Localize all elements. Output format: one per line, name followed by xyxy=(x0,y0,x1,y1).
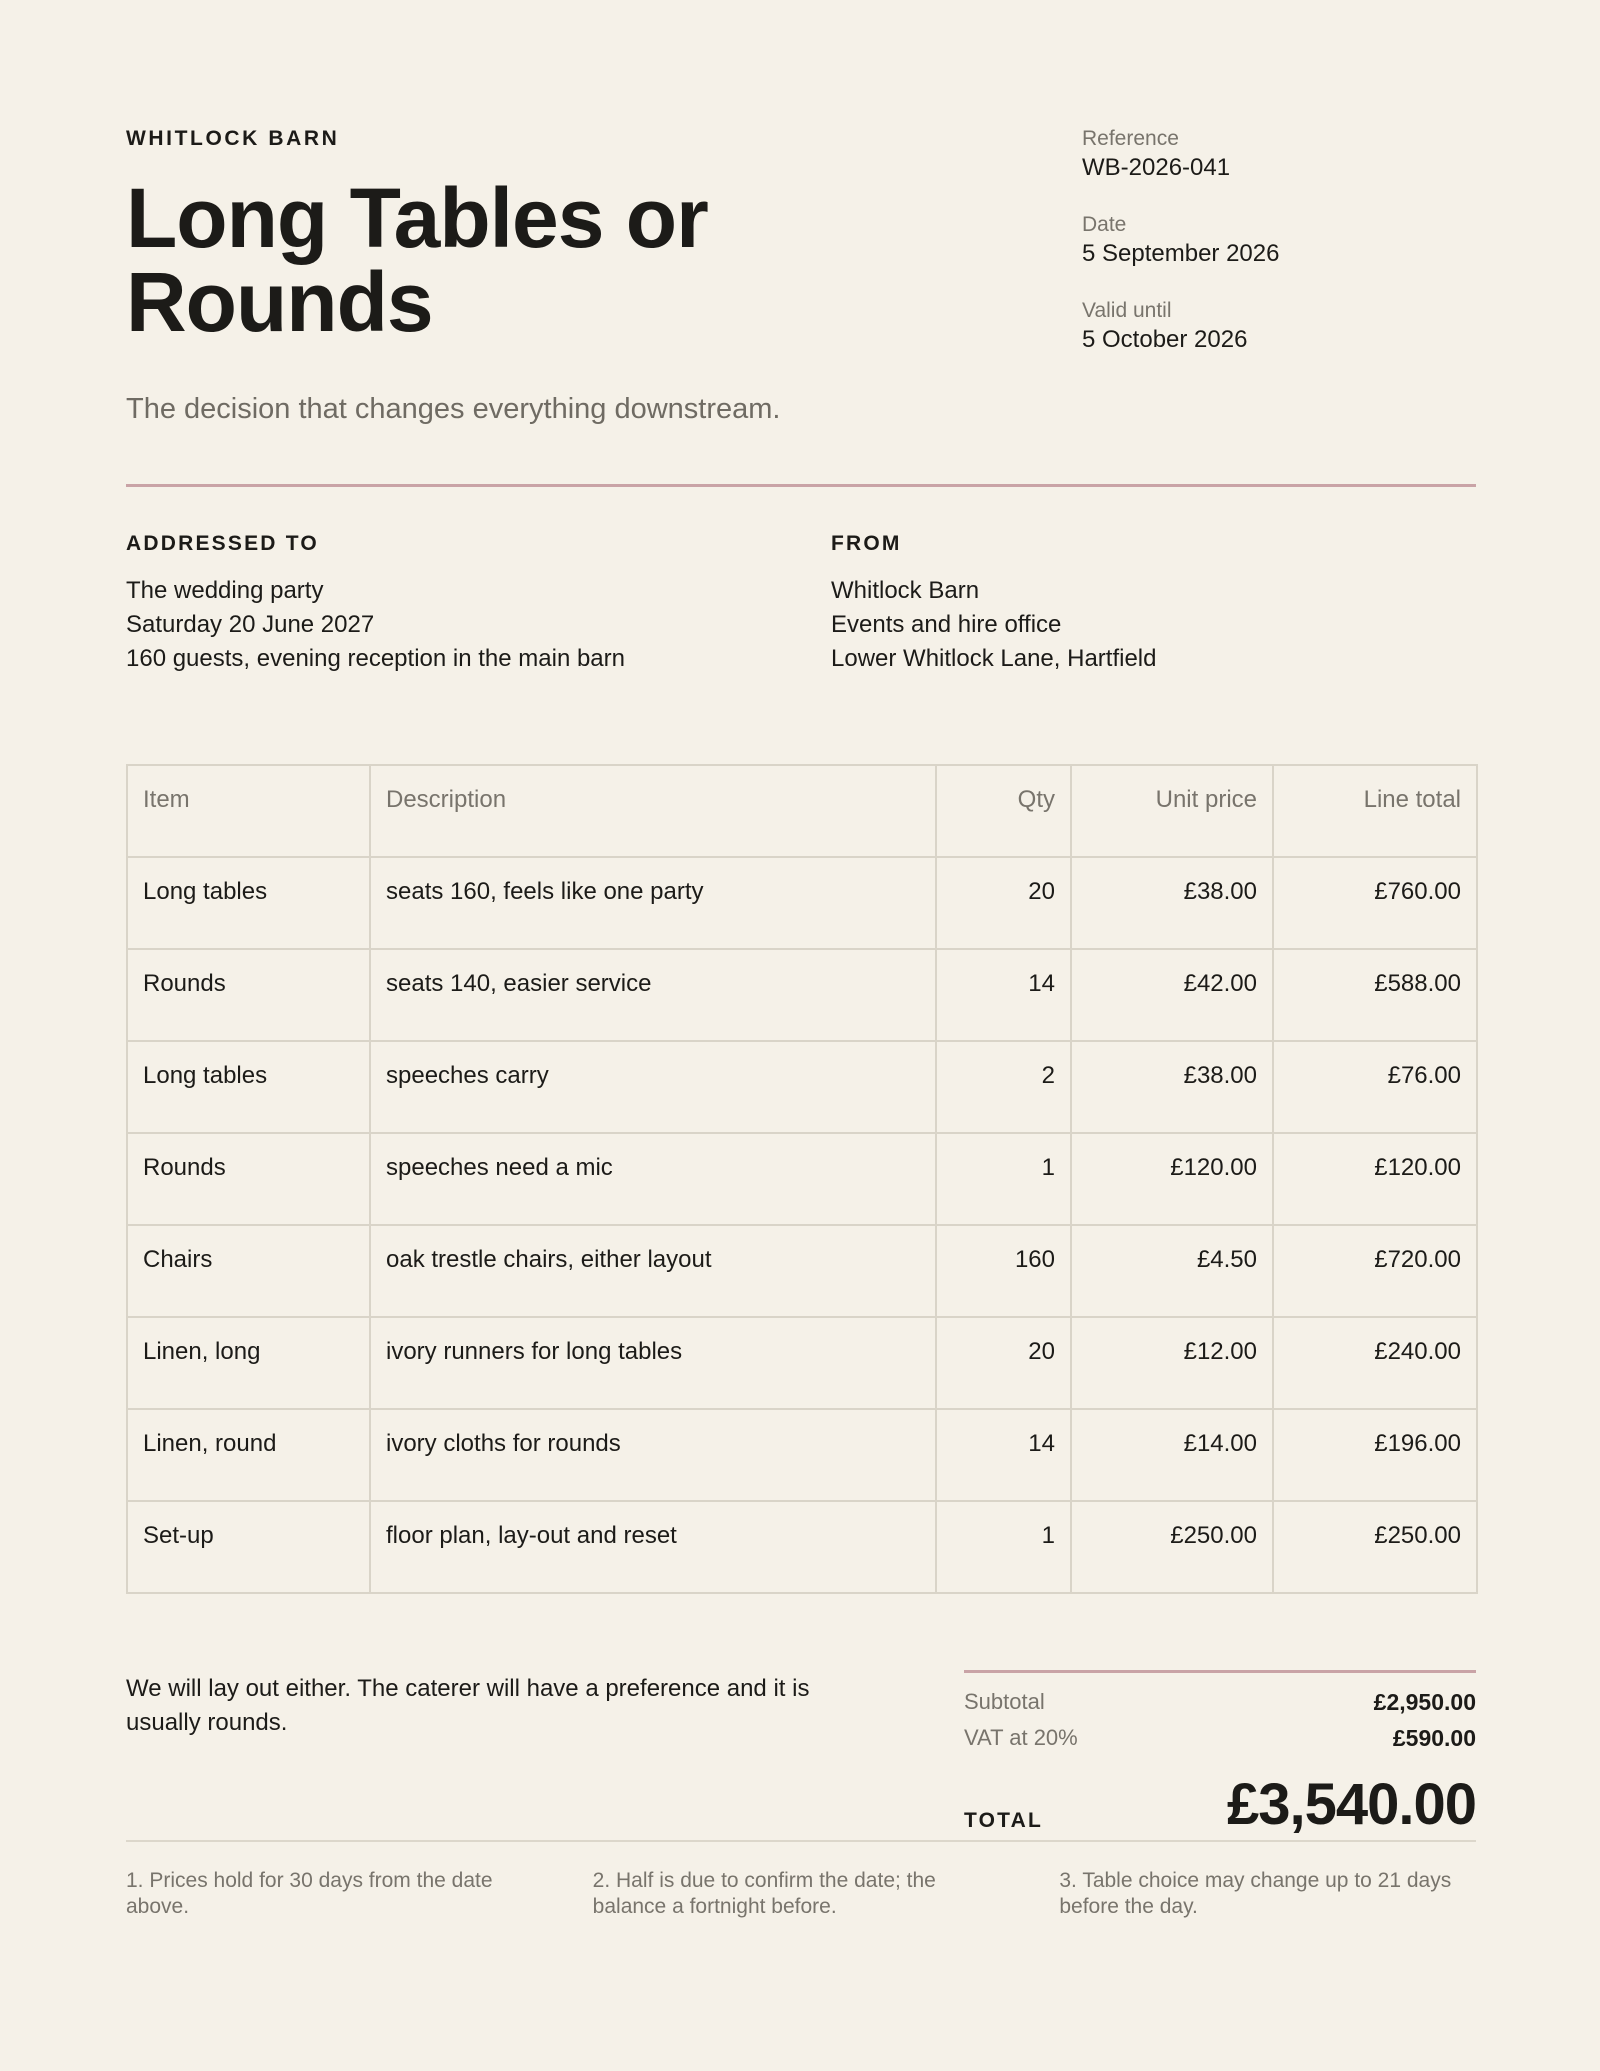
footnote: 1. Prices hold for 30 days from the date above. xyxy=(126,1869,493,1918)
cell-unit-price: £250.00 xyxy=(1071,1501,1273,1593)
cell-line-total: £120.00 xyxy=(1273,1133,1477,1225)
table-row xyxy=(127,1041,1477,1133)
cell-description: seats 140, easier service xyxy=(370,949,936,1041)
cell-unit-price: £120.00 xyxy=(1071,1133,1273,1225)
meta-value: 5 September 2026 xyxy=(1082,240,1280,267)
cell-unit-price: £14.00 xyxy=(1071,1409,1273,1501)
footnote: 3. Table choice may change up to 21 days before the day. xyxy=(1059,1869,1452,1918)
cell-line-total: £760.00 xyxy=(1273,857,1477,949)
from-line: Lower Whitlock Lane, Hartfield xyxy=(831,645,1157,672)
quote-document xyxy=(126,0,1476,2071)
meta-value: WB-2026-041 xyxy=(1082,154,1231,181)
address-line: Saturday 20 June 2027 xyxy=(126,611,375,638)
addressed-to-heading: ADDRESSED TO xyxy=(126,532,319,555)
table-row xyxy=(127,1225,1477,1317)
table-header-row xyxy=(127,765,1477,857)
meta-label: Date xyxy=(1082,213,1127,236)
cell-description: ivory cloths for rounds xyxy=(370,1409,936,1501)
column-header-description: Description xyxy=(370,765,936,857)
cell-line-total: £588.00 xyxy=(1273,949,1477,1041)
cell-qty: 160 xyxy=(936,1225,1071,1317)
cell-unit-price: £4.50 xyxy=(1071,1225,1273,1317)
cell-qty: 20 xyxy=(936,857,1071,949)
cell-line-total: £720.00 xyxy=(1273,1225,1477,1317)
cell-description: ivory runners for long tables xyxy=(370,1317,936,1409)
page-title: Long Tables or Rounds xyxy=(126,171,708,349)
totals-divider xyxy=(964,1670,1476,1673)
subtotal-row xyxy=(964,1684,1476,1720)
cell-item: Long tables xyxy=(127,857,370,949)
from-block xyxy=(831,532,1431,676)
cell-item: Linen, long xyxy=(127,1317,370,1409)
cell-qty: 14 xyxy=(936,1409,1071,1501)
cell-line-total: £196.00 xyxy=(1273,1409,1477,1501)
cell-description: oak trestle chairs, either layout xyxy=(370,1225,936,1317)
subtotal-value: £2,950.00 xyxy=(1373,1689,1476,1715)
cell-qty: 20 xyxy=(936,1317,1071,1409)
totals-block xyxy=(964,1670,1476,1837)
column-header-item: Item xyxy=(127,765,370,857)
table-row xyxy=(127,1501,1477,1593)
cell-line-total: £250.00 xyxy=(1273,1501,1477,1593)
cell-item: Set-up xyxy=(127,1501,370,1593)
cell-item: Chairs xyxy=(127,1225,370,1317)
from-heading: FROM xyxy=(831,532,902,555)
meta-valid-until xyxy=(1082,299,1382,357)
cell-item: Long tables xyxy=(127,1041,370,1133)
cell-item: Linen, round xyxy=(127,1409,370,1501)
vat-row xyxy=(964,1720,1476,1756)
from-line: Events and hire office xyxy=(831,611,1062,638)
cell-description: speeches carry xyxy=(370,1041,936,1133)
footnotes xyxy=(126,1868,1476,1920)
cell-qty: 1 xyxy=(936,1133,1071,1225)
cell-line-total: £240.00 xyxy=(1273,1317,1477,1409)
layout-note: We will lay out either. The caterer will have a preference and it is usually rounds. xyxy=(126,1675,810,1736)
table-row xyxy=(127,857,1477,949)
subtotal-label: Subtotal xyxy=(964,1689,1045,1714)
table-row xyxy=(127,949,1477,1041)
column-header-line-total: Line total xyxy=(1273,765,1477,857)
from-line: Whitlock Barn xyxy=(831,577,980,604)
table-row xyxy=(127,1409,1477,1501)
meta-date xyxy=(1082,213,1382,271)
cell-item: Rounds xyxy=(127,949,370,1041)
cell-unit-price: £12.00 xyxy=(1071,1317,1273,1409)
grand-total-row xyxy=(964,1772,1476,1837)
meta-reference xyxy=(1082,127,1382,185)
address-line: 160 guests, evening reception in the main barn xyxy=(126,645,625,672)
cell-description: speeches need a mic xyxy=(370,1133,936,1225)
cell-item: Rounds xyxy=(127,1133,370,1225)
footer-divider xyxy=(126,1840,1476,1842)
meta-label: Reference xyxy=(1082,127,1179,150)
vat-value: £590.00 xyxy=(1392,1725,1476,1751)
cell-qty: 2 xyxy=(936,1041,1071,1133)
cell-description: floor plan, lay-out and reset xyxy=(370,1501,936,1593)
quote-meta xyxy=(1082,127,1382,385)
vat-label: VAT at 20% xyxy=(964,1725,1078,1750)
total-label: TOTAL xyxy=(964,1809,1044,1832)
total-value: £3,540.00 xyxy=(1226,1772,1476,1837)
table-row xyxy=(127,1133,1477,1225)
meta-label: Valid until xyxy=(1082,299,1172,322)
brand-name: WHITLOCK BARN xyxy=(126,127,340,150)
column-header-unit-price: Unit price xyxy=(1071,765,1273,857)
cell-qty: 14 xyxy=(936,949,1071,1041)
column-header-qty: Qty xyxy=(936,765,1071,857)
cell-unit-price: £38.00 xyxy=(1071,1041,1273,1133)
page-subtitle: The decision that changes everything downstream. xyxy=(126,393,781,425)
cell-line-total: £76.00 xyxy=(1273,1041,1477,1133)
meta-value: 5 October 2026 xyxy=(1082,326,1248,353)
cell-qty: 1 xyxy=(936,1501,1071,1593)
line-items-table xyxy=(126,764,1478,1594)
cell-description: seats 160, feels like one party xyxy=(370,857,936,949)
cell-unit-price: £38.00 xyxy=(1071,857,1273,949)
footnote: 2. Half is due to confirm the date; the balance a fortnight before. xyxy=(592,1869,936,1918)
header-divider xyxy=(126,484,1476,487)
cell-unit-price: £42.00 xyxy=(1071,949,1273,1041)
address-line: The wedding party xyxy=(126,577,324,604)
addressed-to-block xyxy=(126,532,746,676)
table-row xyxy=(127,1317,1477,1409)
